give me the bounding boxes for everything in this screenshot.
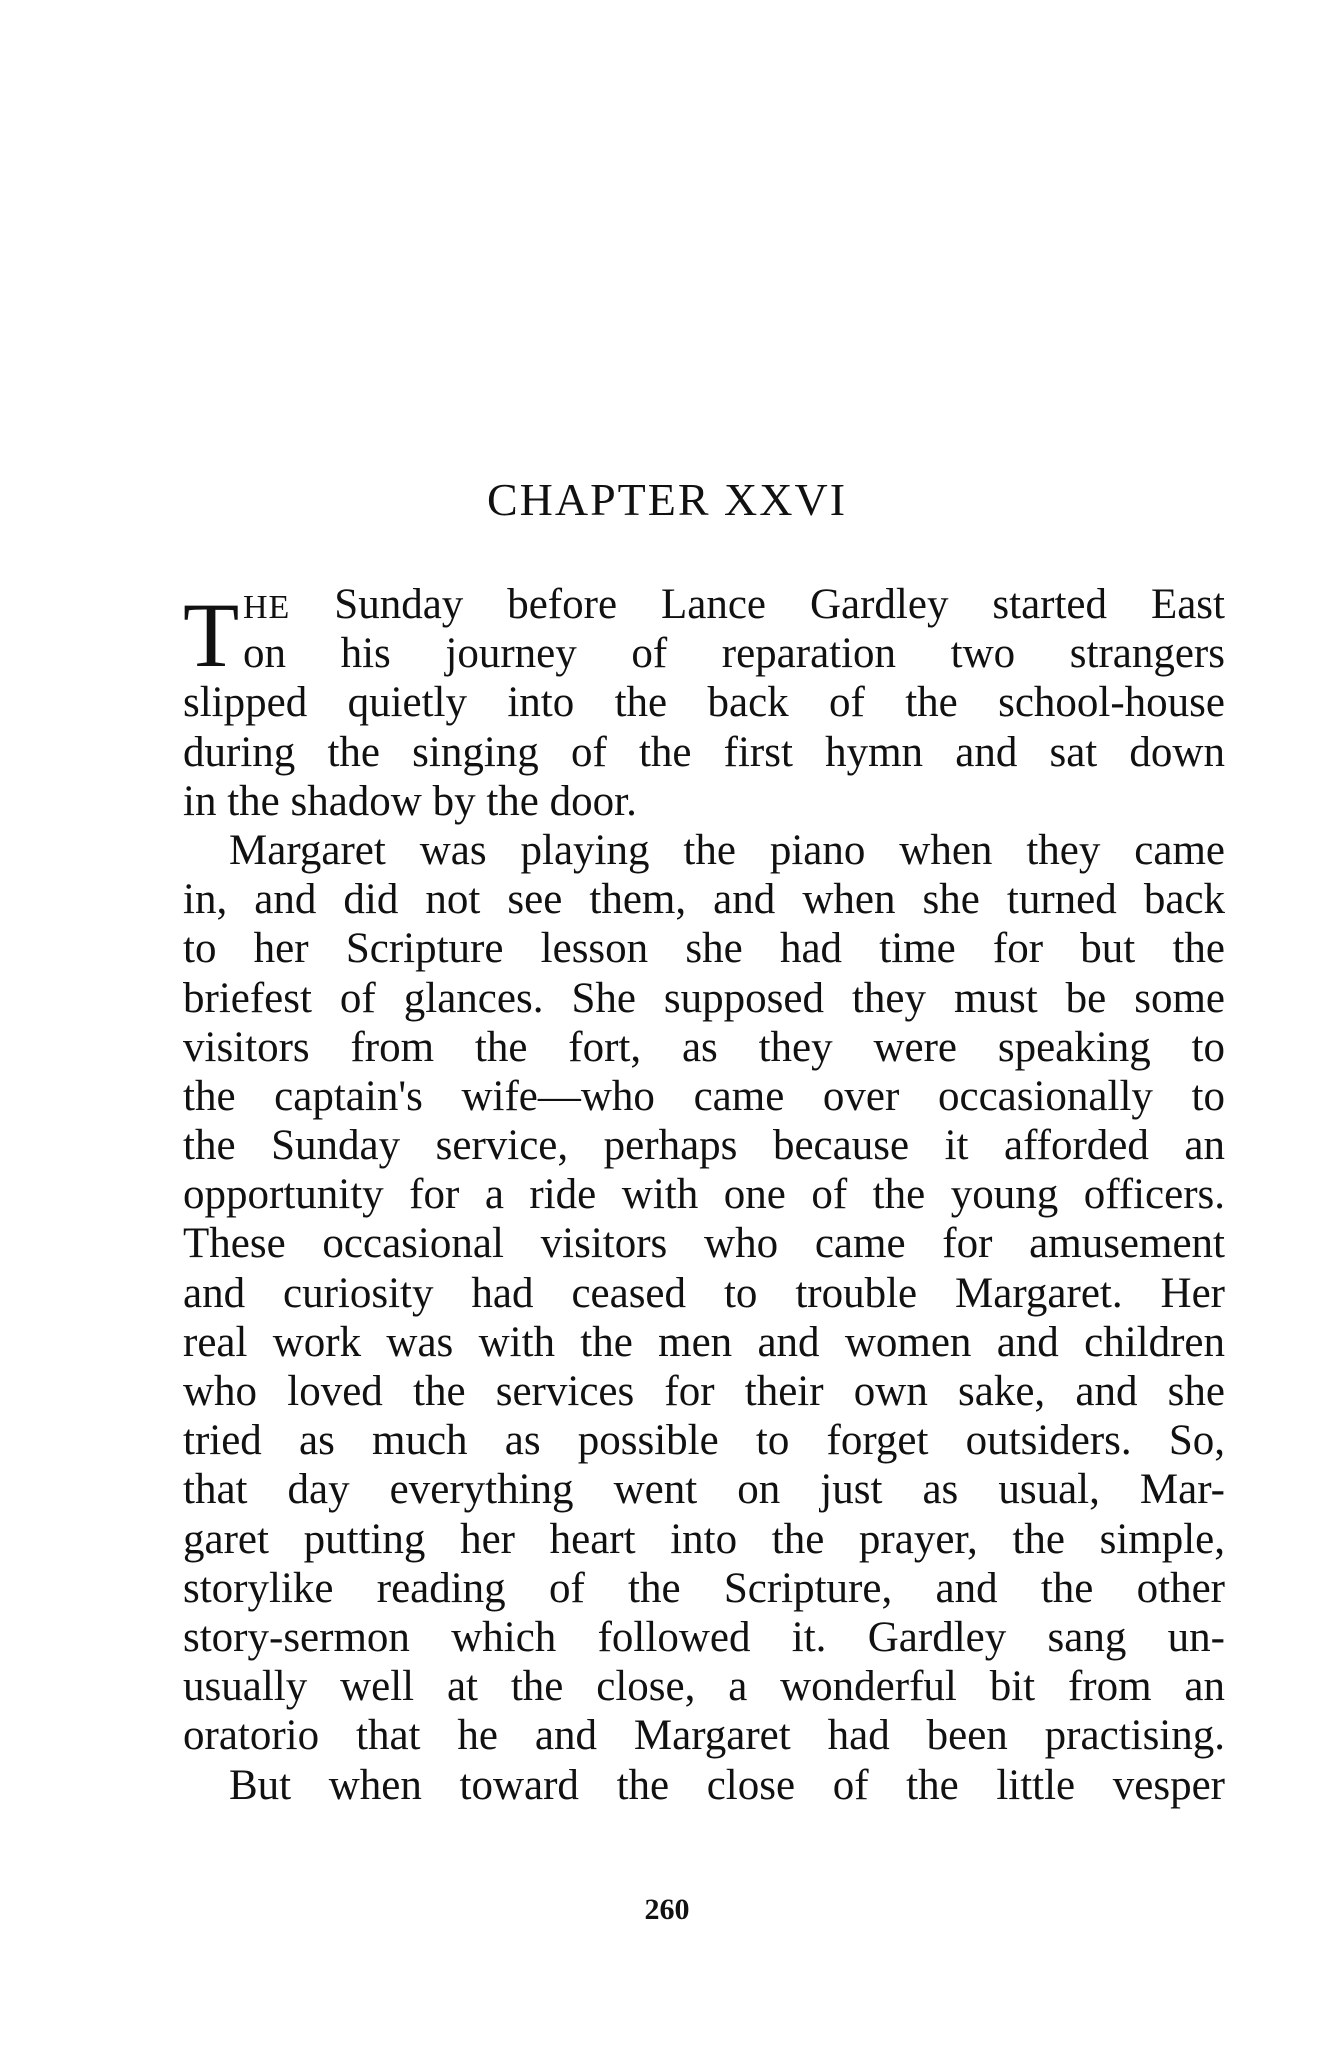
text-line-8: to her Scripture lesson she had time for but the xyxy=(183,925,1225,973)
text-line-23: usually well at the close, a wonderful bit from an xyxy=(183,1663,1225,1711)
body-text xyxy=(183,580,1225,1810)
text-line-6: Margaret was playing the piano when they came xyxy=(229,826,1225,874)
text-line-5: in the shadow by the door. xyxy=(183,777,637,825)
text-line-16: real work was with the men and women and children xyxy=(183,1318,1225,1366)
text-line-11: the captain's wife—who came over occasionally to xyxy=(183,1072,1225,1120)
text-line-2: on his journey of reparation two strangers xyxy=(243,630,1225,678)
chapter-title: CHAPTER XXVI xyxy=(486,474,848,525)
text-line-10: visitors from the fort, as they were speaking to xyxy=(183,1023,1225,1071)
text-line-25: But when toward the close of the little vesper xyxy=(229,1761,1225,1809)
text-line-7: in, and did not see them, and when she turned back xyxy=(183,876,1225,924)
opening-small-caps: HE xyxy=(243,589,291,626)
text-line-4: during the singing of the first hymn and sat down xyxy=(183,728,1225,776)
text-line-22: story-sermon which followed it. Gardley sang un- xyxy=(183,1613,1225,1661)
text-line-17: who loved the services for their own sake, and she xyxy=(183,1368,1225,1415)
opening-paragraph-start xyxy=(183,580,1225,686)
text-line-13: opportunity for a ride with one of the young officers. xyxy=(183,1171,1225,1219)
text-line-20: garet putting her heart into the prayer, the simple, xyxy=(183,1515,1225,1563)
text-line-9: briefest of glances. She supposed they must be some xyxy=(183,974,1225,1022)
text-line-18: tried as much as possible to forget outsiders. So, xyxy=(183,1417,1225,1465)
text-line-15: and curiosity had ceased to trouble Margaret. Her xyxy=(183,1269,1225,1317)
text-line-24: oratorio that he and Margaret had been practising. xyxy=(183,1712,1225,1760)
text-line-3: slipped quietly into the back of the school-house xyxy=(183,679,1225,727)
drop-cap-letter: T xyxy=(183,584,240,686)
text-line-14: These occasional visitors who came for amusement xyxy=(183,1220,1225,1268)
text-line-21: storylike reading of the Scripture, and the other xyxy=(183,1564,1225,1612)
page-number: 260 xyxy=(644,1893,690,1926)
text-line-1 xyxy=(183,580,1225,629)
text-line-12: the Sunday service, perhaps because it afforded an xyxy=(183,1122,1225,1170)
text-line-1-rest: Sunday before Lance Gardley started East xyxy=(290,581,1225,628)
text-line-19: that day everything went on just as usual, Mar- xyxy=(183,1466,1225,1514)
